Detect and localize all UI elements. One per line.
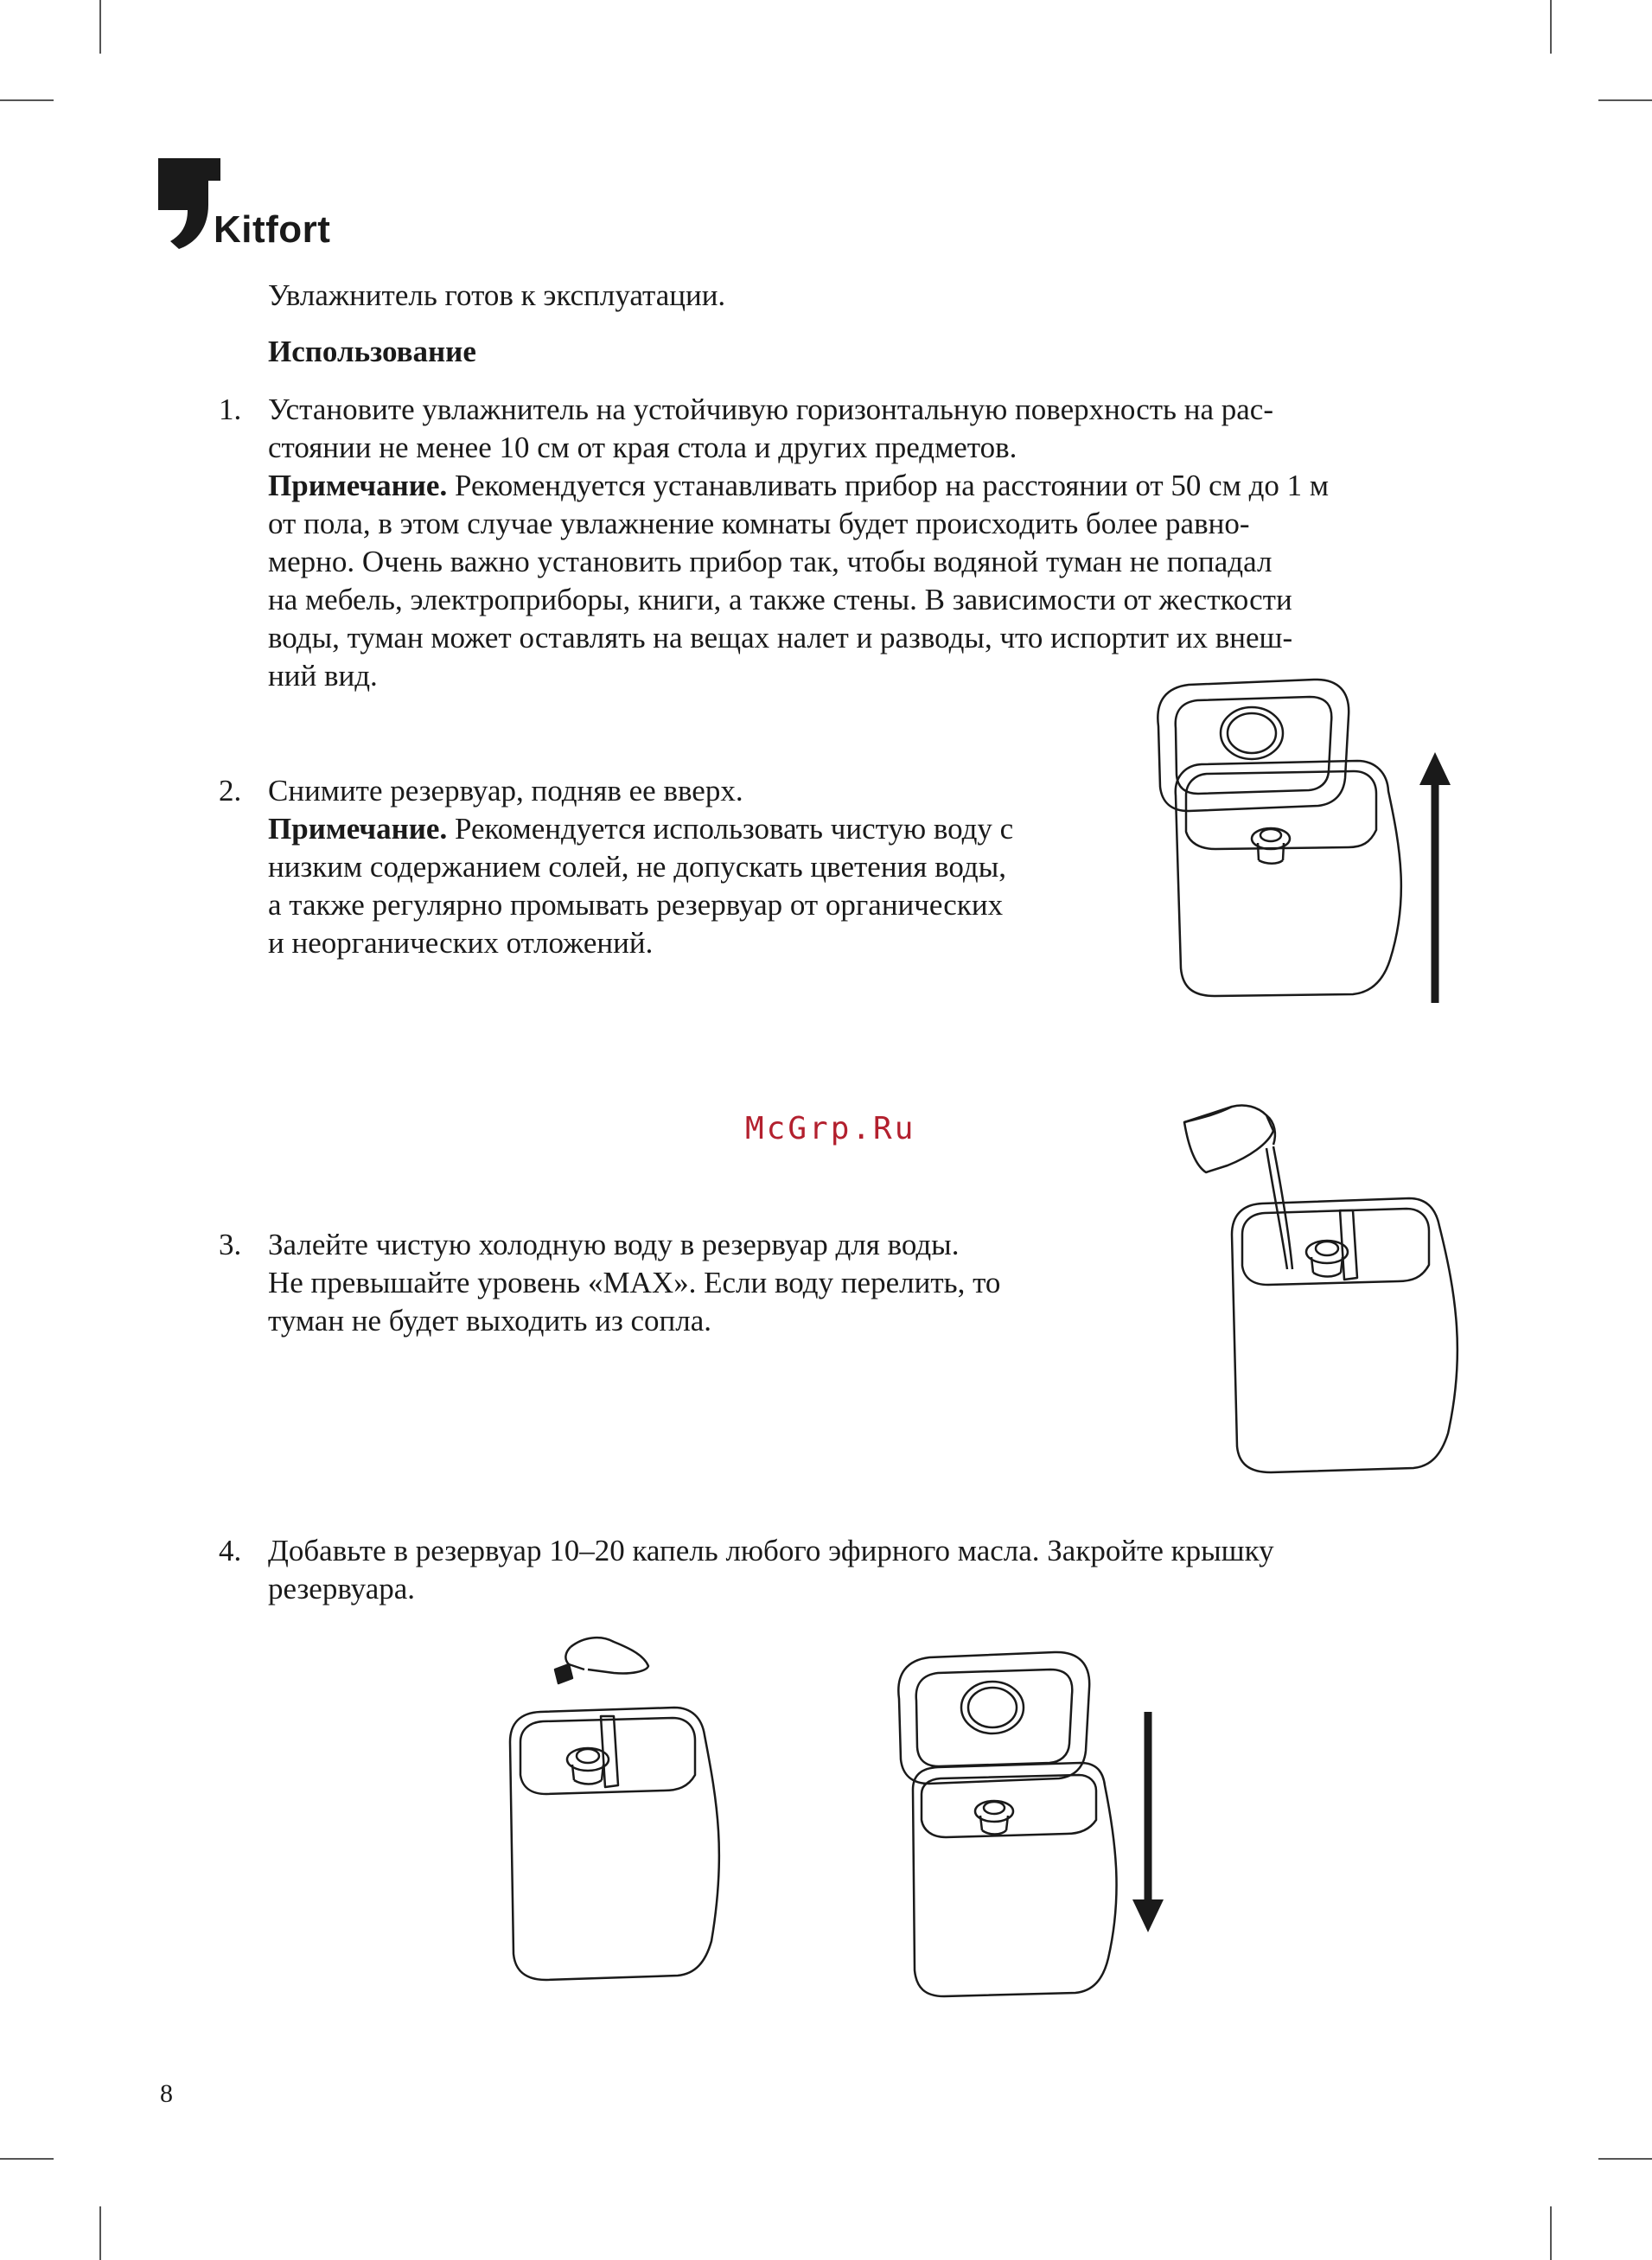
note-line: и неорганических отложений. [268,926,654,960]
humidifier-lid-closing-illustration [890,1647,1202,2001]
note-line: воды, туман может оставлять на вещах налет и разводы, что испортит их внеш- [268,621,1293,654]
step-number: 4. [219,1534,242,1567]
humidifier-lid-removal-illustration [1150,674,1478,1063]
step-1-text [268,391,1442,695]
step-line: стоянии не менее 10 см от края стола и других предметов. [268,431,1017,464]
note-line: а также регулярно промывать резервуар от органических [268,888,1004,922]
crop-mark [99,0,101,54]
humidifier-filling-illustration [1180,1096,1457,1485]
step-line: Не превышайте уровень «MAX». Если воду перелить, то [268,1266,1001,1299]
crop-mark [0,99,54,101]
arrow-up-icon [1419,752,1451,1003]
step-line: Залейте чистую холодную воду в резервуар для воды. [268,1228,960,1261]
note-line: на мебель, электроприборы, книги, а также стены. В зависимости от жесткости [268,583,1292,616]
step-line: Добавьте в резервуар 10–20 капель любого эфирного масла. Закройте крышку [268,1534,1274,1567]
step-number: 1. [219,393,242,426]
intro-text: Увлажнитель готов к эксплуатации. [268,278,726,312]
step-2-text [268,772,1132,962]
note-text: Рекомендуется устанавливать прибор на расстоянии от 50 см до 1 м [454,469,1330,502]
arrow-down-icon [1132,1712,1164,1932]
crop-mark [1598,2158,1652,2160]
step-4-text [268,1532,1442,1608]
section-title: Использование [268,335,476,368]
step-line: резервуара. [268,1572,416,1606]
brand-name: Kitfort [214,208,331,251]
note-line [268,467,1442,505]
note-line: низким содержанием солей, не допускать цветения воды, [268,850,1006,884]
crop-mark [1598,99,1652,101]
crop-mark [1550,0,1552,54]
note-label: Примечание. [268,469,448,502]
note-line [268,810,1132,848]
watermark: McGrp.Ru [745,1111,916,1146]
step-3-text [268,1226,1132,1340]
step-line: туман не будет выходить из сопла. [268,1304,712,1337]
note-line: мерно. Очень важно установить прибор так, чтобы водяной туман не попадал [268,545,1272,578]
crop-mark [99,2206,101,2260]
step-number: 3. [219,1228,242,1261]
page-number: 8 [160,2079,173,2108]
crop-mark [0,2158,54,2160]
step-line: Установите увлажнитель на устойчивую горизонтальную поверхность на рас- [268,393,1273,426]
note-text: Рекомендуется использовать чистую воду с [454,812,1014,846]
humidifier-oil-drops-illustration [501,1630,726,1993]
step-number: 2. [219,774,242,808]
note-label: Примечание. [268,812,448,846]
crop-mark [1550,2206,1552,2260]
note-line: от пола, в этом случае увлажнение комнаты будет происходить более равно- [268,507,1250,540]
note-line: ний вид. [268,659,378,693]
step-line: Снимите резервуар, подняв ее вверх. [268,774,743,808]
